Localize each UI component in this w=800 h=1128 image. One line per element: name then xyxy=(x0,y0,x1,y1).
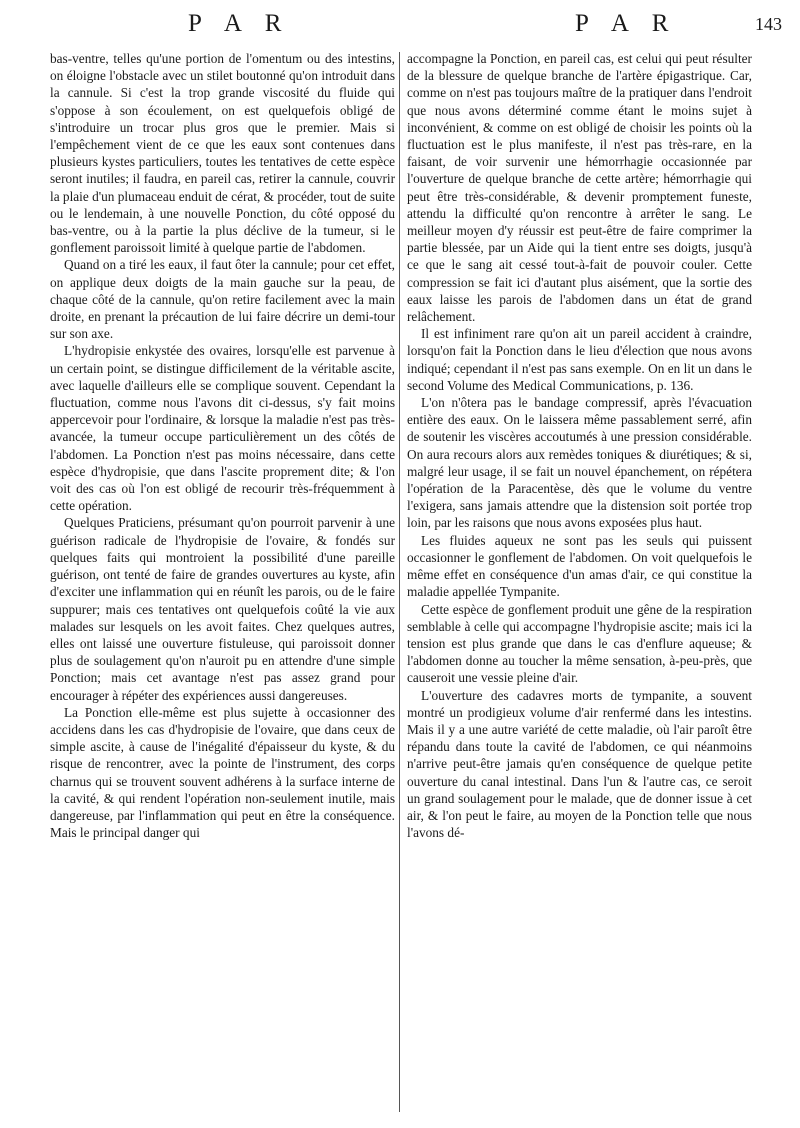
paragraph: L'ouverture des cadavres morts de tympanite, a souvent montré un prodigieux volume d'air renfermé dans les intestins. Mais il y a une autre variété de cette maladie, où l'air paroît être répandu dans toute la cavité de l'abdomen, ce qui néanmoins n'arrive peut-être jamais qu'en conséquence de quelque petite ouverture du canal intestinal. Dans l'un & l'autre cas, ce seroit un grand soulagement pour le malade, que de donner issue à cet air, & l'on peut le faire, au moyen de la Ponction telle que nous l'avons dé- xyxy=(407,687,752,841)
paragraph: Les fluides aqueux ne sont pas les seuls qui puissent occasionner le gonflement de l'abdomen. On voit quelquefois le même effet en conséquence d'un amas d'air, ce qui constitue la maladie appellée Tympanite. xyxy=(407,532,752,600)
right-text-column xyxy=(407,50,752,1120)
paragraph: accompagne la Ponction, en pareil cas, est celui qui peut résulter de la blessure de quelque branche de l'artère épigastrique. Car, comme on n'est pas toujours maître de la pratiquer dans l'endroit que nous avons déterminé comme étant le moins sujet à inconvénient, & comme on est obligé de choisir les points où la fluctuation est le plus manifeste, il n'est pas très-rare, en la faisant, de voir survenir une hémorrhagie occasionnée par l'ouverture de quelque branche de cette artère; hémorrhagie qui peut être très-considérable, & devenir promptement funeste, attendu la difficulté qu'on rencontre à arrêter le sang. Le meilleur moyen d'y réussir est peut-être de faire comprimer la partie blessée, par un Aide qui la tient entre ses doigts, jusqu'à ce que le sang ait cessé tout-à-fait de pouvoir couler. Cette compression se fait ici d'autant plus aisément, que la sortie des eaux laisse les parois de l'abdomen dans un état de grand relâchement. xyxy=(407,51,752,325)
paragraph: L'on n'ôtera pas le bandage compressif, après l'évacuation entière des eaux. On le laissera même passablement serré, afin de soutenir les viscères accoutumés à une pression considérable. On aura recours alors aux remèdes toniques & diurétiques; & si, malgré leur usage, il se fait un nouvel épanchement, on répétera l'opération de la Paracentèse, dès que le volume du ventre l'exigera, sans jamais attendre que la distension soit portée trop loin, par les raisons que nous avons exposées plus haut. xyxy=(407,395,752,531)
paragraph: bas-ventre, telles qu'une portion de l'omentum ou des intestins, on éloigne l'obstacle avec un stilet boutonné qu'on introduit dans la cannule. Si c'est la trop grande viscosité du fluide qui s'oppose à son écoulement, on est quelquefois obligé de s'introduire un trocar plus gros que le premier. Mais si l'empêchement vient de ce que les eaux sont contenues dans plusieurs kystes particuliers, toutes les tentatives de cette espèce seront inutiles; il faudra, en pareil cas, retirer la cannule, couvrir la plaie d'un plumaceau enduit de cérat, & procéder, tout de suite ou le lendemain, à une nouvelle Ponction, du côté opposé du bas-ventre, ou à la partie la plus déclive de la tumeur, si le gonflement paroissoit limité à quelque partie de l'abdomen. xyxy=(50,51,395,256)
left-text-column xyxy=(50,50,395,1120)
running-header xyxy=(0,10,800,50)
paragraph: Quelques Praticiens, présumant qu'on pourroit parvenir à une guérison radicale de l'hydropisie de l'ovaire, & fondés sur quelques faits qui montroient la possibilité d'une pareille guérison, ont tenté de faire de grandes ouvertures au kyste, afin d'exciter une inflammation qui en réunît les parois, ou de le faire suppurer; mais ces tentatives ont quelquefois coûté la vie aux malades sur lesquels on les avoit faites. Chez quelques autres, elles ont laissé une ouverture fistuleuse, qui paroissoit donner plus de soulagement qu'on n'auroit pu en attendre d'une simple Ponction; mais cet avantage n'est pas assez grand pour encourager à répéter des expériences aussi dangereuses. xyxy=(50,515,395,703)
paragraph: Il est infiniment rare qu'on ait un pareil accident à craindre, lorsqu'on fait la Ponction dans le lieu d'élection que nous avons indiqué; cependant il n'est pas sans exemple. On en lit un dans le second Volume des Medical Communications, p. 136. xyxy=(407,326,752,393)
column-divider xyxy=(399,52,400,1112)
paragraph: La Ponction elle-même est plus sujette à occasionner des accidens dans les cas d'hydropisie de l'ovaire, que dans ceux de simple ascite, à cause de l'inégalité d'épaisseur du kyste, & du risque de rencontrer, avec la pointe de l'instrument, des corps charnus qui se trouvent souvent adhérens à la surface interne de la cavité, & qui rendent l'opération non-seulement inutile, mais dangereuse, par l'inflammation qui peut en être la conséquence. Mais le principal danger qui xyxy=(50,704,395,841)
paragraph: Cette espèce de gonflement produit une gêne de la respiration semblable à celle qui accompagne l'hydropisie ascite; mais ici la tension est plus grande que dans le cas d'enflure aqueuse; & l'abdomen donne au toucher la même sensation, à-peu-près, que causeroit une vessie pleine d'air. xyxy=(407,601,752,686)
paragraph: Quand on a tiré les eaux, il faut ôter la cannule; pour cet effet, on applique deux doigts de la main gauche sur la peau, de chaque côté de la cannule, qu'on retire facilement avec la main droite, en prenant la précaution de lui faire décrire un demi-tour sur son axe. xyxy=(50,257,395,342)
left-running-head: P A R xyxy=(188,10,291,37)
page-number: 143 xyxy=(755,14,782,34)
right-running-head: P A R xyxy=(575,10,678,37)
paragraph: L'hydropisie enkystée des ovaires, lorsqu'elle est parvenue à un certain point, se distingue difficilement de la véritable ascite, avec laquelle d'ailleurs elle se complique souvent. Cependant la fluctuation, comme nous l'avons dit ci-dessus, s'y fait moins appercevoir pour l'ordinaire, & lorsque la maladie n'est pas très-avancée, la tumeur occupe particulièrement un des côtés de l'abdomen. La Ponction n'est pas moins nécessaire, dans cette espèce d'hydropisie, que dans l'ascite proprement dite; & l'on voit des cas où l'on est obligé de recourir très-fréquemment à cette opération. xyxy=(50,343,395,514)
